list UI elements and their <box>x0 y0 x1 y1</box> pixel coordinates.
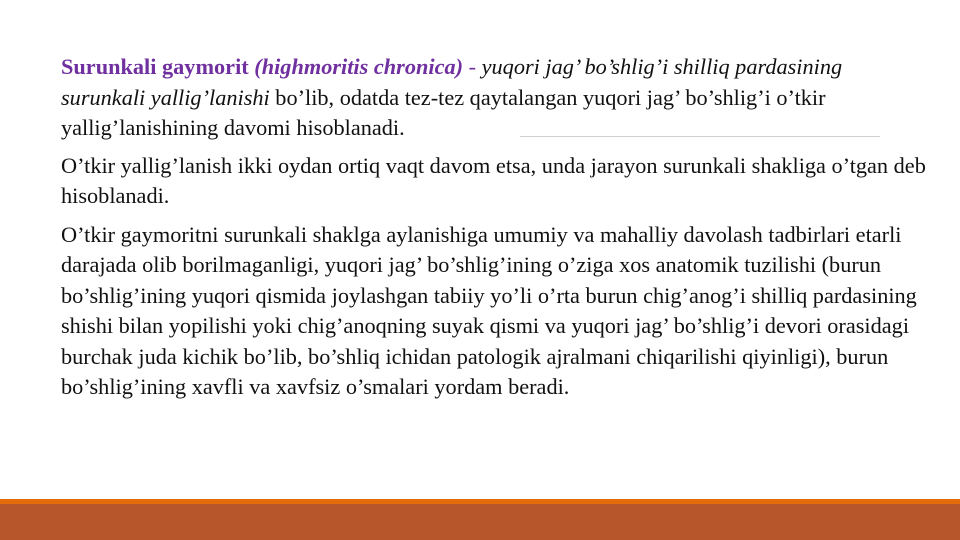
definition-italic: yuqori jag’ bo’shlig’i shilliq pardasining surunkali yallig’lanishi <box>61 54 843 110</box>
footer-bar <box>0 504 960 540</box>
causes-paragraph: O’tkir gaymoritni surunkali shaklga aylanishiga umumiy va mahalliy davolash tadbirlari etarli darajada olib borilmaganligi, yuqori jag’ bo’shlig’ining o’ziga xos anatomik tuzilishi (burun bo’shlig’ining yuqori qismida joylashgan tabiiy yo’li o’rta burun chig’anog’i shilliq pardasining shishi bilan yopilishi yoki chig’anoqning suyak qismi va yuqori jag’ bo’shlig’i devori orasidagi burchak juda kichik bo’lib, bo’shliq ichidan patologik ajralmani chiqarilishi qiyinligi), burun bo’shlig’ining xavfli va xavfsiz o’smalari yordam beradi. <box>61 221 917 399</box>
slide-body <box>61 52 951 403</box>
duration-paragraph: O’tkir yallig’lanish ikki oydan ortiq vaqt davom etsa, unda jarayon surunkali shakliga o’tgan deb hisoblanadi. <box>61 152 926 208</box>
latin-term: (highmoritis chronica) <box>254 54 464 79</box>
definition-rest: bo’lib, odatda tez-tez qaytalangan yuqori jag’ bo’shlig’i o’tkir yallig’lanishining davomi hisoblanadi. <box>61 84 826 140</box>
term-title: Surunkali gaymorit <box>61 54 249 79</box>
definition-paragraph <box>61 52 921 144</box>
term-dash: - <box>468 54 477 79</box>
